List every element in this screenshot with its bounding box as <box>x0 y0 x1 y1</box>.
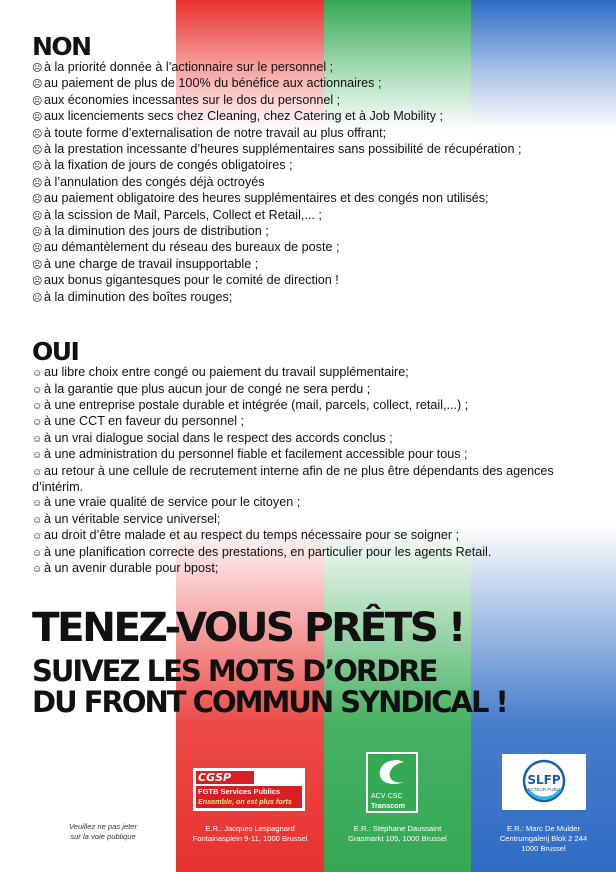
oui-list-item <box>32 398 588 414</box>
frown-face-icon: ☹ <box>32 194 43 206</box>
non-list-item-text: à la prestation incessante d’heures supplémentaires sans possibilité de récupération ; <box>44 142 522 157</box>
cgsp-publisher-name: E.R.: Jacques Lespagnard <box>205 824 295 833</box>
slogan-sub <box>32 656 592 718</box>
oui-heading: OUI <box>32 337 79 367</box>
frown-face-icon: ☹ <box>32 128 43 140</box>
oui-list-item <box>32 512 588 528</box>
disposal-note <box>48 822 158 842</box>
non-list-item-text: à toute forme d’externalisation de notre travail au plus offrant; <box>44 125 387 140</box>
oui-section <box>32 339 588 577</box>
cgsp-logo-title: CGSP <box>198 771 232 784</box>
slfp-publisher <box>473 824 614 854</box>
non-list-item <box>32 208 588 224</box>
non-list-item <box>32 126 588 142</box>
oui-list-item-text: à un vrai dialogue social dans le respect des accords conclus ; <box>44 430 393 445</box>
acv-csc-logo <box>366 752 418 813</box>
main-content <box>32 34 588 577</box>
smiley-face-icon: ☺ <box>32 450 43 462</box>
smiley-face-icon: ☺ <box>32 466 43 478</box>
acv-logo-line-1: ACV·CSC <box>371 793 403 800</box>
cgsp-logo <box>193 768 305 811</box>
non-list-item <box>32 60 588 76</box>
slogan-main: TENEZ-VOUS PRÊTS ! <box>32 603 464 651</box>
non-list-item <box>32 109 588 125</box>
non-heading: NON <box>32 32 91 61</box>
frown-face-icon: ☹ <box>32 161 43 173</box>
acv-publisher-address: Grasmarkt 105, 1000 Brussel <box>348 834 447 843</box>
non-list-item-text: aux licenciements secs chez Cleaning, chez Catering et à Job Mobility ; <box>44 109 443 124</box>
oui-list-item-text: à une entreprise postale durable et intégrée (mail, parcels, collect, retail,...) ; <box>44 397 469 412</box>
non-list-item <box>32 240 588 256</box>
slfp-logo-title: SLFP <box>527 773 561 787</box>
oui-list-item-text: au droit d’être malade et au respect du temps nécessaire pour se soigner ; <box>44 528 460 543</box>
cgsp-logo-line-2: Ensemble, on est plus forts <box>198 797 292 806</box>
disposal-note-line-1: Veuillez ne pas jeter <box>68 822 138 831</box>
non-list-item <box>32 158 588 174</box>
oui-list-item <box>32 414 588 430</box>
oui-list-item-text: à une CCT en faveur du personnel ; <box>44 414 244 429</box>
oui-list-item-text: au libre choix entre congé ou paiement du travail supplémentaire; <box>44 365 409 380</box>
oui-list-item <box>32 561 588 577</box>
oui-list-item <box>32 464 588 496</box>
frown-face-icon: ☹ <box>32 227 43 239</box>
cgsp-publisher <box>178 824 322 844</box>
frown-face-icon: ☹ <box>32 210 43 222</box>
frown-face-icon: ☹ <box>32 276 43 288</box>
non-list-item-text: à la diminution des jours de distribution ; <box>44 224 269 239</box>
smiley-face-icon: ☺ <box>32 433 43 445</box>
frown-face-icon: ☹ <box>32 177 43 189</box>
oui-list-item <box>32 528 588 544</box>
non-list-item-text: au paiement de plus de 100% du bénéfice aux actionnaires ; <box>44 76 382 91</box>
oui-list-item-text: à une planification correcte des prestations, en particulier pour les agents Retail. <box>44 544 492 559</box>
non-list-item-text: à la priorité donnée à l’actionnaire sur le personnel ; <box>44 60 334 74</box>
slogan <box>32 604 592 718</box>
oui-list-item-text: au retour à une cellule de recrutement interne afin de ne plus être dépendants des agences d’intérim. <box>32 463 554 494</box>
non-list-item <box>32 175 588 191</box>
non-list-item-text: à la fixation de jours de congés obligatoires ; <box>44 158 293 173</box>
smiley-face-icon: ☺ <box>32 498 43 510</box>
non-list-item-text: au paiement obligatoire des heures supplémentaires et des congés non utilisés; <box>44 191 489 206</box>
smiley-face-icon: ☺ <box>32 400 43 412</box>
oui-list-item-text: à la garantie que plus aucun jour de congé ne sera perdu ; <box>44 381 371 396</box>
oui-list-item <box>32 382 588 398</box>
non-list-item <box>32 142 588 158</box>
slfp-logo-sub: SECTEUR PUBLIC <box>524 787 564 792</box>
non-list-item-text: à une charge de travail insupportable ; <box>44 256 259 271</box>
frown-face-icon: ☹ <box>32 95 43 107</box>
oui-list <box>32 365 588 577</box>
frown-face-icon: ☹ <box>32 63 43 74</box>
non-list-item <box>32 224 588 240</box>
smiley-face-icon: ☺ <box>32 547 43 559</box>
non-list-item-text: aux économies incessantes sur le dos du personnel ; <box>44 92 341 107</box>
slfp-logo <box>502 754 586 810</box>
non-section <box>32 34 588 306</box>
non-list-item-text: aux bonus gigantesques pour le comité de direction ! <box>44 273 339 288</box>
frown-face-icon: ☹ <box>32 292 43 304</box>
non-list-item <box>32 290 588 306</box>
smiley-face-icon: ☺ <box>32 531 43 543</box>
slogan-sub-line-2: DU FRONT COMMUN SYNDICAL ! <box>32 685 507 719</box>
acv-publisher <box>326 824 469 844</box>
oui-list-item-text: à une vraie qualité de service pour le citoyen ; <box>44 495 301 510</box>
non-list-item <box>32 93 588 109</box>
frown-face-icon: ☹ <box>32 79 43 91</box>
oui-list-item <box>32 431 588 447</box>
cgsp-logo-line-1: FGTB Services Publics <box>198 787 281 796</box>
frown-face-icon: ☹ <box>32 259 43 271</box>
cgsp-publisher-address: Fontainasplein 9-11, 1000 Brussel <box>192 834 308 843</box>
non-list-item-text: à l’annulation des congés déjà octroyés <box>44 174 265 189</box>
oui-list-item <box>32 365 588 381</box>
acv-swoosh-icon <box>368 756 416 790</box>
non-list-item <box>32 76 588 92</box>
non-list-item <box>32 191 588 207</box>
acv-publisher-name: E.R.: Stéphane Daussaint <box>353 824 442 833</box>
smiley-face-icon: ☺ <box>32 368 43 380</box>
non-list-item-text: au démantèlement du réseau des bureaux de poste ; <box>44 240 340 255</box>
slfp-publisher-address-1: Centrumgalerij Blok 2 244 <box>499 834 588 843</box>
oui-list-item-text: à une administration du personnel fiable et facilement accessible pour tous ; <box>44 447 468 462</box>
frown-face-icon: ☹ <box>32 243 43 255</box>
non-list <box>32 60 588 306</box>
smiley-face-icon: ☺ <box>32 417 43 429</box>
frown-face-icon: ☹ <box>32 112 43 124</box>
non-list-item-text: à la diminution des boîtes rouges; <box>44 289 233 304</box>
disposal-note-line-2: sur la voie publique <box>70 832 136 841</box>
smiley-face-icon: ☺ <box>32 514 43 526</box>
smiley-face-icon: ☺ <box>32 563 43 575</box>
non-list-item-text: à la scission de Mail, Parcels, Collect et Retail,... ; <box>44 207 322 222</box>
oui-list-item-text: à un véritable service universel; <box>44 511 221 526</box>
non-list-item <box>32 273 588 289</box>
oui-list-item-text: à un avenir durable pour bpost; <box>44 560 219 575</box>
slfp-publisher-name: E.R.: Marc De Mulder <box>506 824 580 833</box>
oui-list-item <box>32 447 588 463</box>
slogan-sub-line-1: SUIVEZ LES MOTS D’ORDRE <box>32 654 437 688</box>
acv-logo-line-2: Transcom <box>371 801 405 810</box>
oui-list-item <box>32 545 588 561</box>
oui-list-item <box>32 495 588 511</box>
frown-face-icon: ☹ <box>32 145 43 157</box>
slfp-publisher-address-2: 1000 Brussel <box>521 844 566 853</box>
smiley-face-icon: ☺ <box>32 384 43 396</box>
non-list-item <box>32 257 588 273</box>
